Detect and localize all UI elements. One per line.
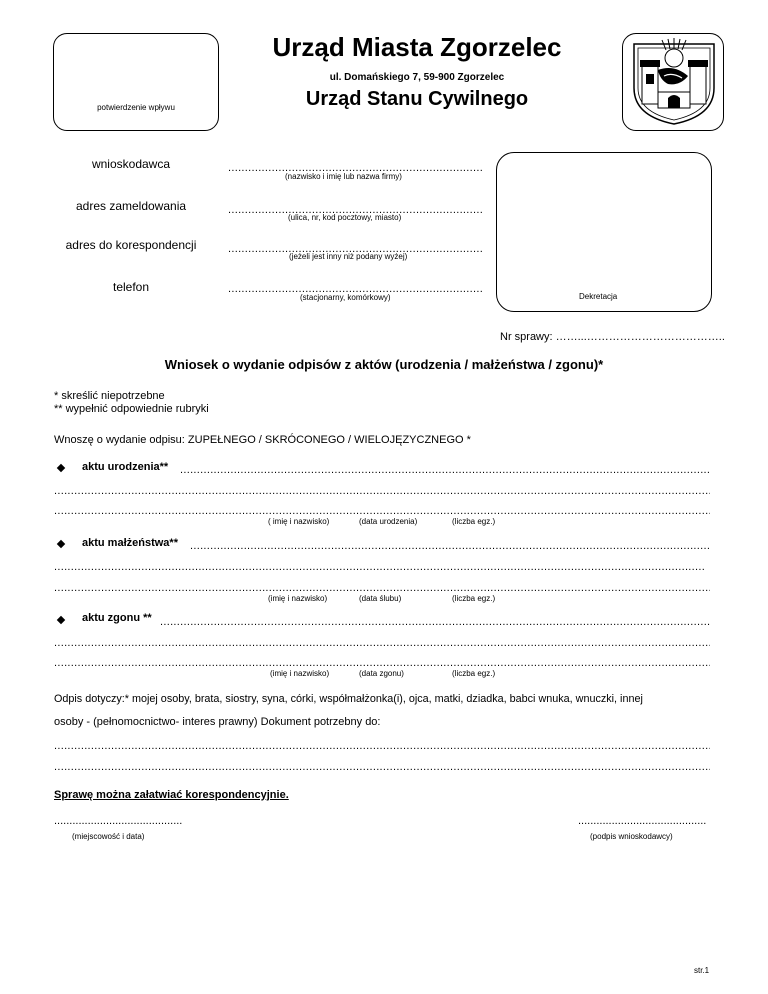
signature-label: (podpis wnioskodawcy) [590,832,673,841]
marriage-field-2[interactable] [54,561,706,573]
case-number: Nr sprawy: ……...……………………………….. [500,331,725,343]
marriage-label: aktu małżeństwa** [82,537,178,549]
death-field-3[interactable] [54,657,710,669]
marriage-field-1[interactable] [190,540,710,552]
coat-of-arms-icon [628,36,720,126]
birth-col-name: ( imię i nazwisko) [268,517,330,526]
receipt-label: potwierdzenie wpływu [97,103,175,112]
purpose-field-1[interactable] [54,740,710,752]
correspondence-address-label: adres do korespondencji [65,238,197,252]
registered-address-hint: (ulica, nr, kod pocztowy, miasto) [288,213,402,222]
office-title: Urząd Miasta Zgorzelec [272,32,562,62]
applicant-name-hint: (nazwisko i imię lub nazwa firmy) [285,172,402,181]
note-strike: * skreślić niepotrzebne [54,390,165,402]
page-number: str.1 [694,966,710,975]
registered-address-label: adres zameldowania [75,199,187,213]
death-col-count: (liczba egz.) [452,669,496,678]
concerns-line-2: osoby - (pełnomocnictwo- interes prawny) Dokument potrzebny do: [54,716,381,728]
death-field-1[interactable] [160,616,710,628]
birth-label: aktu urodzenia** [82,461,169,473]
applicant-name-label: wnioskodawca [91,157,171,171]
place-date-field[interactable]: .......................................... [54,815,183,827]
signature-field[interactable]: .......................................... [578,815,707,827]
birth-col-date: (data urodzenia) [359,517,418,526]
correspondence-note: Sprawę można załatwiać korespondencyjnie. [54,789,289,801]
purpose-field-2[interactable] [54,761,710,773]
death-col-date: (data zgonu) [359,669,404,678]
marriage-col-count: (liczba egz.) [452,594,496,603]
death-col-name: (imię i nazwisko) [270,669,330,678]
request-line: Wnoszę o wydanie odpisu: ZUPEŁNEGO / SKRÓCONEGO / WIELOJĘZYCZNEGO * [54,434,471,446]
birth-col-count: (liczba egz.) [452,517,496,526]
birth-field-1[interactable] [180,464,710,476]
bullet-icon [57,616,65,624]
marriage-col-name: (imię i nazwisko) [268,594,328,603]
marriage-field-3[interactable] [54,582,710,594]
bullet-icon [57,540,65,548]
birth-field-3[interactable] [54,505,710,517]
birth-field-2[interactable] [54,485,710,497]
phone-hint: (stacjonarny, komórkowy) [300,293,391,302]
death-label: aktu zgonu ** [82,612,152,624]
death-field-2[interactable] [54,637,710,649]
decree-label: Dekretacja [579,292,618,301]
receipt-stamp-box [53,33,219,131]
phone-label: telefon [112,280,150,294]
correspondence-address-hint: (jeżeli jest inny niż podany wyżej) [289,252,408,261]
bullet-icon [57,464,65,472]
concerns-line-1: Odpis dotyczy:* mojej osoby, brata, siostry, syna, córki, współmałżonka(i), ojca, matki, dziadka, babci wnuka, wnuczki, innej [54,693,643,705]
decree-box [496,152,712,312]
marriage-col-date: (data ślubu) [359,594,402,603]
office-address: ul. Domańskiego 7, 59-900 Zgorzelec [329,72,505,83]
form-title: Wniosek o wydanie odpisów z aktów (urodzenia / małżeństwa / zgonu)* [164,357,604,372]
place-date-label: (miejscowość i data) [72,832,145,841]
registry-title: Urząd Stanu Cywilnego [305,88,529,110]
note-fill: ** wypełnić odpowiednie rubryki [54,403,209,415]
